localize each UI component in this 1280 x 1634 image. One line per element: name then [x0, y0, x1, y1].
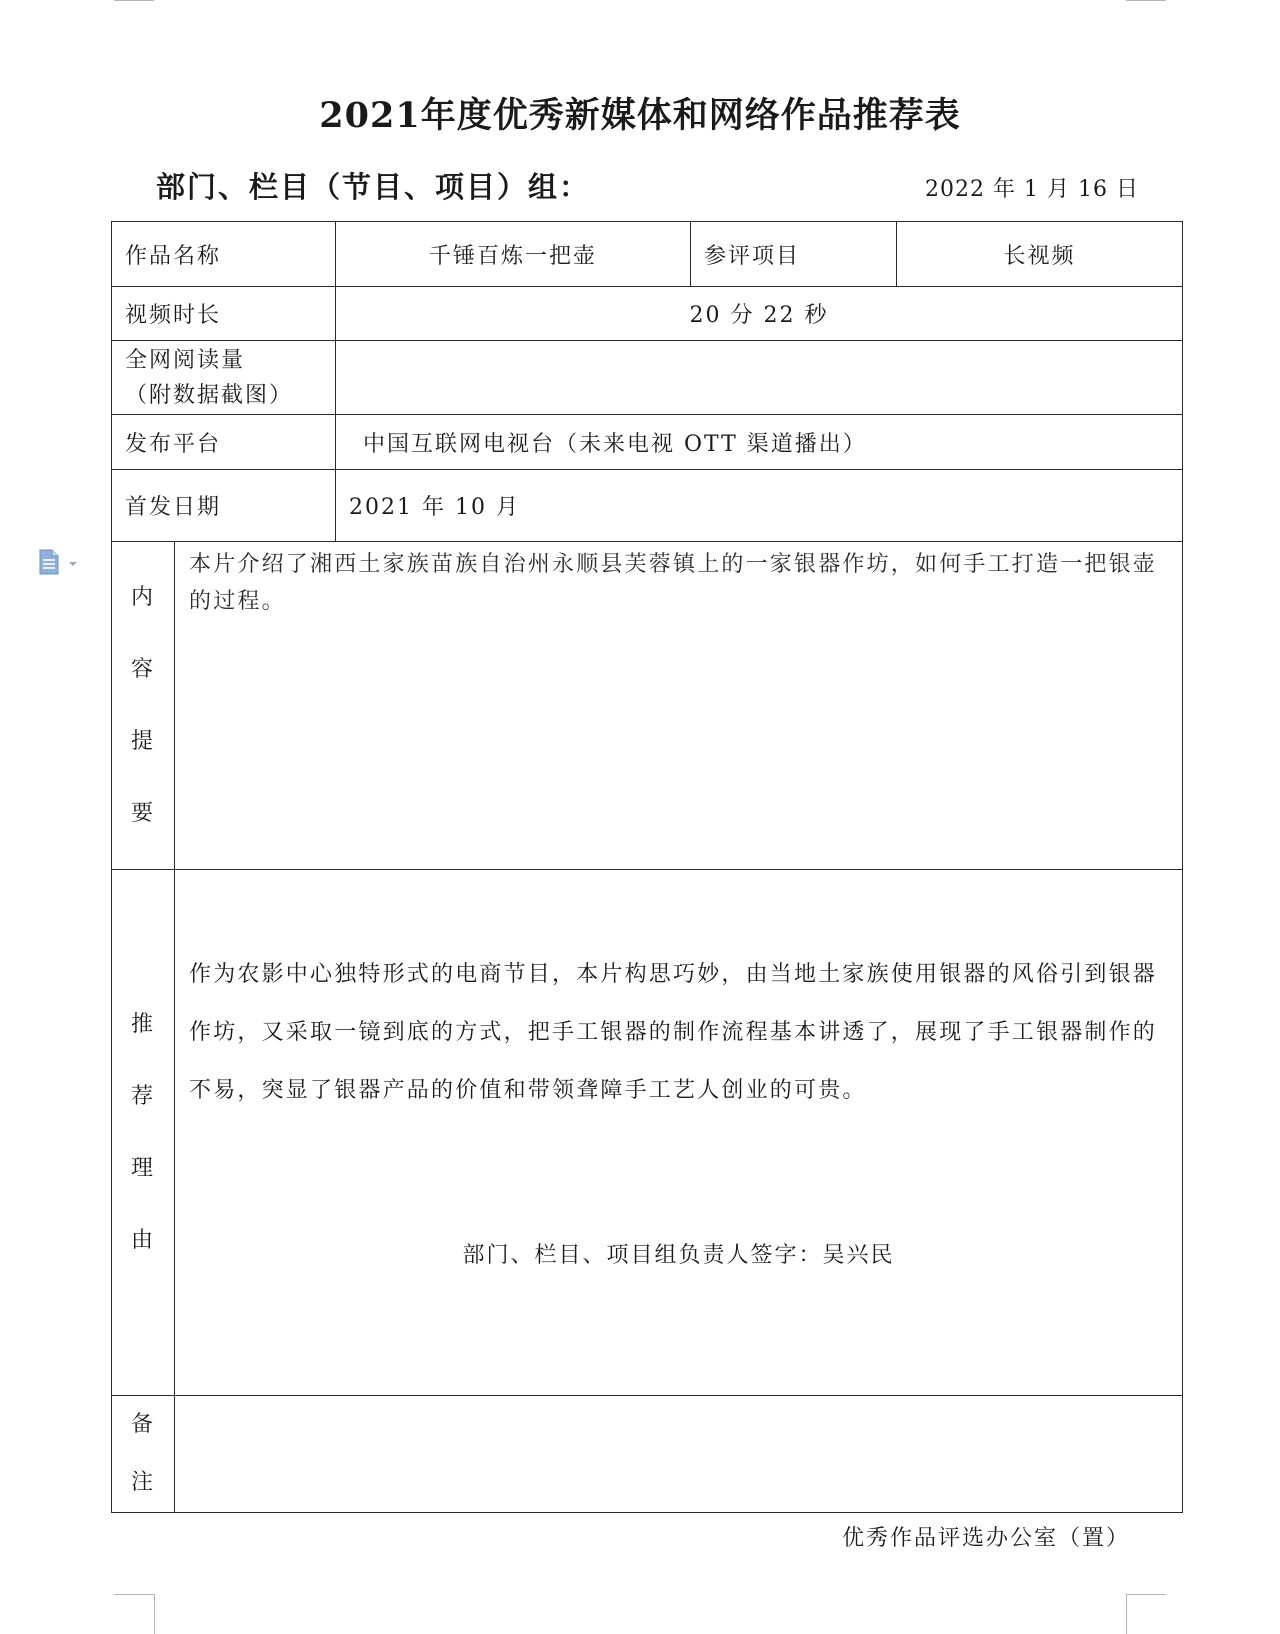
- first-date-value: 2021 年 10 月: [336, 470, 1183, 542]
- platform-label: 发布平台: [112, 415, 336, 470]
- crop-mark-top-right: [1126, 0, 1166, 1]
- row-work-name: [112, 222, 1183, 287]
- remarks-label-char: 备: [130, 1412, 155, 1437]
- crop-mark-bottom-left: [154, 1594, 155, 1634]
- summary-text: 本片介绍了湘西土家族苗族自治州永顺县芙蓉镇上的一家银器作坊，如何手工打造一把银壶的过程。: [175, 542, 1183, 870]
- summary-label: [112, 542, 175, 870]
- remarks-label: [112, 1396, 175, 1513]
- crop-mark-bottom-right: [1126, 1594, 1127, 1634]
- recommendation-form-table: [111, 221, 1183, 1513]
- work-name-label: 作品名称: [112, 222, 336, 287]
- row-reads: [112, 341, 1183, 415]
- summary-label-char: 内: [130, 584, 155, 610]
- row-reason: [112, 870, 1183, 1396]
- row-first-date: [112, 470, 1183, 542]
- reason-label-char: 理: [130, 1155, 155, 1181]
- platform-value: 中国互联网电视台（未来电视 OTT 渠道播出）: [336, 415, 1183, 470]
- reason-label-char: 荐: [130, 1083, 155, 1109]
- page-title: 2021年度优秀新媒体和网络作品推荐表: [319, 95, 961, 136]
- work-name-value: 千锤百炼一把壶: [336, 222, 691, 287]
- department-label: 部门、栏目（节目、项目）组：: [156, 170, 591, 204]
- row-remarks: [112, 1396, 1183, 1513]
- reads-label-line1: 全网阅读量: [125, 347, 246, 373]
- category-value: 长视频: [897, 222, 1183, 287]
- form-date: 2022 年 1 月 16 日: [925, 177, 1139, 202]
- category-label: 参评项目: [691, 222, 897, 287]
- reason-text: 作为农影中心独特形式的电商节目，本片构思巧妙，由当地土家族使用银器的风俗引到银器作坊，又采取一镜到底的方式，把手工银器的制作流程基本讲透了，展现了手工银器制作的不易，突显了银器产品的价值和带领聋障手工艺人创业的可贵。: [189, 962, 1158, 1103]
- reason-label-char: 由: [130, 1227, 155, 1253]
- duration-label: 视频时长: [112, 287, 336, 341]
- reason-label: [112, 870, 175, 1396]
- row-duration: [112, 287, 1183, 341]
- row-platform: [112, 415, 1183, 470]
- footer-office: 优秀作品评选办公室（置）: [842, 1526, 1131, 1551]
- reads-label-line2: （附数据截图）: [125, 382, 294, 408]
- document-dropdown-icon[interactable]: [38, 548, 82, 578]
- summary-label-char: 提: [130, 728, 155, 754]
- reason-label-char: 推: [130, 1011, 155, 1037]
- remarks-label-char: 注: [130, 1470, 155, 1495]
- reads-label: [112, 341, 336, 415]
- reason-cell: [175, 870, 1183, 1396]
- remarks-value: [175, 1396, 1183, 1513]
- signature-line: 部门、栏目、项目组负责人签字：吴兴民: [462, 1243, 895, 1268]
- crop-mark-bottom-right-h: [1126, 1594, 1166, 1595]
- summary-label-char: 要: [130, 800, 155, 826]
- crop-mark-top-left: [114, 0, 154, 1]
- summary-label-char: 容: [130, 656, 155, 682]
- reads-value: [336, 341, 1183, 415]
- crop-mark-bottom-left-h: [114, 1594, 154, 1595]
- row-summary: [112, 542, 1183, 870]
- first-date-label: 首发日期: [112, 470, 336, 542]
- duration-value: 20 分 22 秒: [336, 287, 1183, 341]
